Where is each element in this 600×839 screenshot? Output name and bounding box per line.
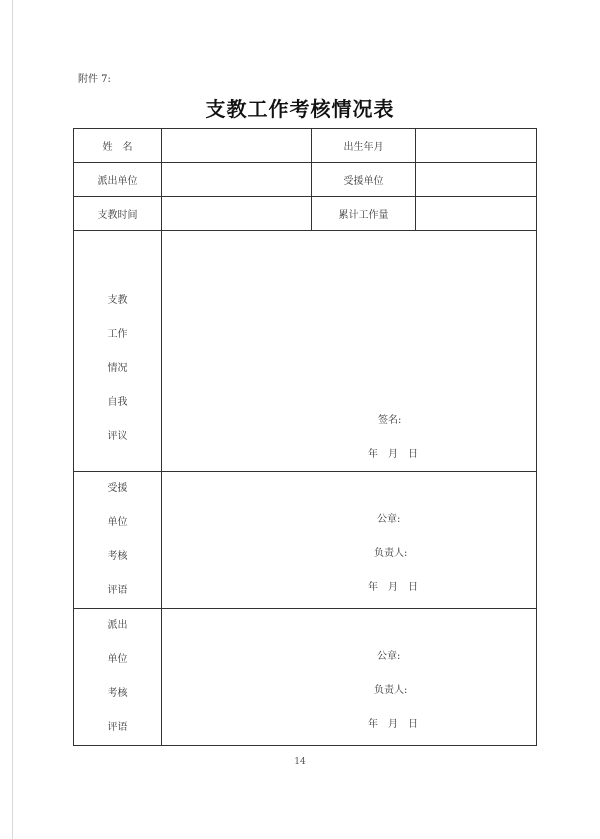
dispatch-assessment-label [74, 609, 162, 746]
receiving-label-line: 考核 [107, 551, 128, 562]
row-units [74, 163, 537, 197]
row-self-evaluation [74, 231, 537, 472]
dispatch-label-line: 评语 [107, 722, 128, 733]
self-label-line: 支教 [107, 295, 128, 306]
dispatch-date-label: 年 月 日 [368, 719, 418, 730]
dispatch-label-line: 单位 [107, 654, 128, 665]
row-name-birth [74, 129, 537, 163]
receiving-label-line: 评语 [107, 585, 128, 596]
period-label: 支教时间 [74, 197, 162, 231]
self-label-line: 工作 [107, 329, 128, 340]
signature-label: 签名: [378, 415, 402, 426]
page-title: 支教工作考核情况表 [205, 97, 395, 121]
name-label: 姓 名 [74, 129, 162, 163]
receiving-unit-label: 受援单位 [312, 163, 416, 197]
receiving-unit-field[interactable] [416, 163, 537, 197]
assessment-form-table [73, 128, 537, 746]
dispatch-seal-label: 公章: [377, 651, 401, 662]
self-date-label: 年 月 日 [368, 449, 418, 460]
page-edge [12, 0, 13, 839]
receiving-assessment-label [74, 472, 162, 609]
row-receiving-assessment [74, 472, 537, 609]
receiving-label-line: 单位 [107, 517, 128, 528]
receiving-seal-label: 公章: [377, 514, 401, 525]
self-label-line: 情况 [107, 363, 128, 374]
dispatch-label-line: 派出 [107, 620, 128, 631]
birth-label: 出生年月 [312, 129, 416, 163]
self-evaluation-content[interactable] [162, 231, 537, 472]
row-period-workload [74, 197, 537, 231]
dispatch-unit-field[interactable] [162, 163, 312, 197]
receiving-responsible-label: 负责人: [374, 548, 408, 559]
receiving-assessment-content[interactable] [162, 472, 537, 609]
page-number: 14 [294, 757, 306, 767]
self-evaluation-label [74, 231, 162, 472]
dispatch-assessment-content[interactable] [162, 609, 537, 746]
receiving-date-label: 年 月 日 [368, 582, 418, 593]
birth-field[interactable] [416, 129, 537, 163]
self-label-line: 自我 [107, 397, 128, 408]
workload-label: 累计工作量 [312, 197, 416, 231]
dispatch-responsible-label: 负责人: [374, 685, 408, 696]
row-dispatch-assessment [74, 609, 537, 746]
receiving-label-line: 受援 [107, 483, 128, 494]
dispatch-unit-label: 派出单位 [74, 163, 162, 197]
period-field[interactable] [162, 197, 312, 231]
dispatch-label-line: 考核 [107, 688, 128, 699]
self-label-line: 评议 [107, 431, 128, 442]
name-field[interactable] [162, 129, 312, 163]
attachment-label: 附件 7: [78, 74, 111, 85]
workload-field[interactable] [416, 197, 537, 231]
